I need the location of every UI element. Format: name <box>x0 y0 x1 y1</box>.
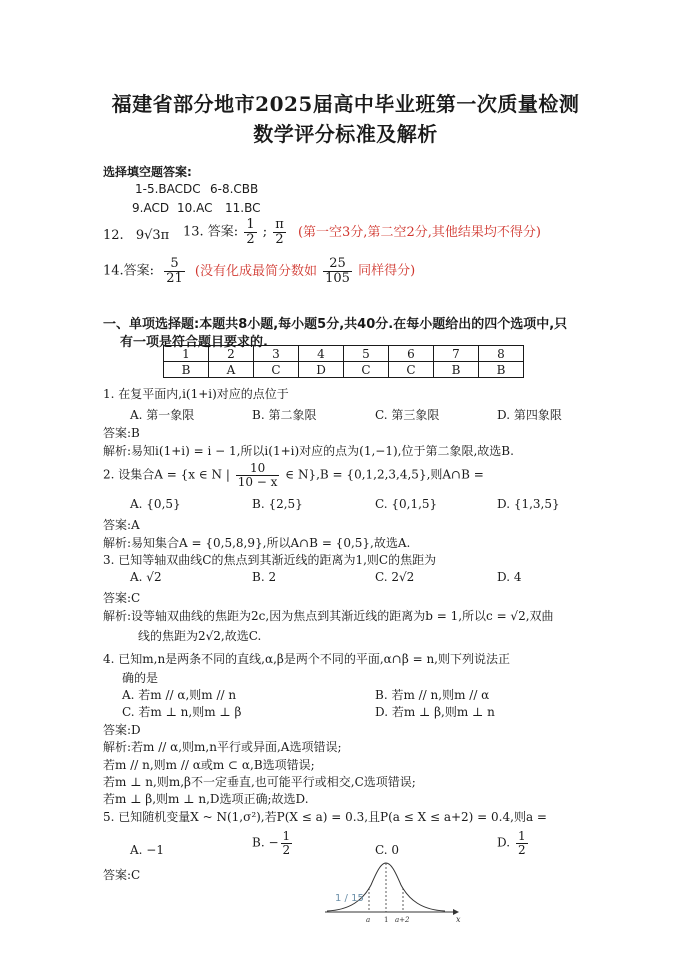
table-cell: C <box>389 362 434 378</box>
q2-answer: 答案:A <box>103 518 140 532</box>
answer-12-value: 9√3π <box>135 228 170 243</box>
q4-option-b: B. 若m // n,则m // α <box>375 688 490 702</box>
table-cell: 1 <box>164 346 209 362</box>
q1-option-d: D. 第四象限 <box>497 408 562 422</box>
table-cell: B <box>164 362 209 378</box>
answer-14-fraction: $\frac{5}{21}$ <box>166 256 183 286</box>
answer-14-note-fraction: $\frac{25}{105}$ <box>325 256 350 286</box>
answer-14 <box>103 257 415 285</box>
table-cell: 3 <box>254 346 299 362</box>
answer-12-label: 12. <box>103 228 124 243</box>
q2-option-b: B. {2,5} <box>252 497 303 511</box>
answer-13 <box>183 218 541 246</box>
q2-stem-start: 2. 设集合A = {x ∈ N | <box>103 467 230 482</box>
answers-11: 11.BC <box>225 201 261 215</box>
document-title: 福建省部分地市2025届高中毕业班第一次质量检测 <box>111 92 580 116</box>
q4-analysis-line-2: 若m // n,则m // α或m ⊂ α,B选项错误; <box>103 758 315 772</box>
q5-option-d-prefix: D. <box>497 835 511 850</box>
answer-13-label: 13. 答案: <box>183 224 239 240</box>
table-cell: C <box>344 362 389 378</box>
answer-12 <box>103 228 169 243</box>
table-cell: D <box>299 362 344 378</box>
table-cell: C <box>254 362 299 378</box>
table-cell: 2 <box>209 346 254 362</box>
answer-14-note-start: (没有化成最简分数如 <box>194 263 317 279</box>
q4-analysis-line-1: 解析:若m // α,则m,n平行或异面,A选项错误; <box>103 740 342 754</box>
q3-option-b: B. 2 <box>252 570 277 584</box>
q2-analysis: 解析:易知集合A = {0,5,8,9},所以A∩B = {0,5},故选A. <box>103 536 411 550</box>
document-subtitle: 数学评分标准及解析 <box>253 122 438 146</box>
q2-stem-end: ∈ N},B = {0,1,2,3,4,5},则A∩B = <box>285 467 484 482</box>
q3-option-c: C. 2√2 <box>375 570 415 584</box>
table-cell: 4 <box>299 346 344 362</box>
label-a: a <box>366 916 371 924</box>
table-cell: A <box>209 362 254 378</box>
table-cell: 5 <box>344 346 389 362</box>
label-a-plus-2: a+2 <box>395 916 410 924</box>
table-cell: 7 <box>434 346 479 362</box>
answers-9: 9.ACD <box>132 201 170 215</box>
q1-option-c: C. 第三象限 <box>375 408 440 422</box>
q5-option-b-prefix: B. − <box>252 835 279 850</box>
q4-analysis-line-3: 若m ⊥ n,则m,β不一定垂直,也可能平行或相交,C选项错误; <box>103 775 416 789</box>
answer-13-fraction-1: $\frac{1}{2}$ <box>246 217 255 247</box>
q3-option-d: D. 4 <box>497 570 522 584</box>
q4-stem-line-2: 确的是 <box>122 671 159 685</box>
answer-table-numbers-row <box>164 346 524 362</box>
normal-distribution-graph <box>325 855 465 927</box>
answer-14-note-end: 同样得分) <box>358 263 416 279</box>
q2-option-c: C. {0,1,5} <box>375 497 438 511</box>
answers-10: 10.AC <box>177 201 213 215</box>
label-one: 1 <box>384 916 389 924</box>
table-cell: 8 <box>479 346 524 362</box>
q2-stem-fraction: $\frac{10}{10 - x}$ <box>237 461 278 489</box>
section-1-heading-line-2: 有一项是符合题目要求的. <box>120 335 268 350</box>
q3-analysis-line-2: 线的焦距为2√2,故选C. <box>138 629 262 643</box>
q5-option-c: C. 0 <box>375 843 400 857</box>
q5-option-b <box>252 830 294 856</box>
answers-header: 选择填空题答案: <box>103 165 192 179</box>
q3-stem: 3. 已知等轴双曲线C的焦点到其渐近线的距离为1,则C的焦距为 <box>103 553 437 567</box>
table-cell: 6 <box>389 346 434 362</box>
q2-option-d: D. {1,3,5} <box>497 497 560 511</box>
q3-answer: 答案:C <box>103 591 141 605</box>
answer-table <box>163 345 524 378</box>
q1-stem: 1. 在复平面内,i(1+i)对应的点位于 <box>103 387 289 401</box>
q5-option-a: A. −1 <box>130 843 164 857</box>
q2-stem <box>103 462 484 488</box>
q5-stem: 5. 已知随机变量X ~ N(1,σ²),若P(X ≤ a) = 0.3,且P(a ≤ X ≤ a+2) = 0.4,则a = <box>103 810 547 824</box>
q4-answer: 答案:D <box>103 723 141 737</box>
answer-13-fraction-2: $\frac{\pi}{2}$ <box>275 217 284 247</box>
q1-answer: 答案:B <box>103 426 140 440</box>
q4-option-a: A. 若m // α,则m // n <box>122 688 237 702</box>
section-1-heading-line-1: 一、单项选择题:本题共8小题,每小题5分,共40分.在每小题给出的四个选项中,只 <box>103 317 568 332</box>
q4-analysis-line-4: 若m ⊥ β,则m ⊥ n,D选项正确;故选D. <box>103 792 309 806</box>
q5-option-d-fraction: $\frac{1}{2}$ <box>518 829 526 857</box>
q1-option-a: A. 第一象限 <box>130 408 195 422</box>
q3-analysis-line-1: 解析:设等轴双曲线的焦距为2c,因为焦点到其渐近线的距离为b = 1,所以c = √2,双曲 <box>103 609 554 623</box>
table-cell: B <box>434 362 479 378</box>
q4-option-c: C. 若m ⊥ n,则m ⊥ β <box>122 705 242 719</box>
answers-row-1-5: 1-5.BACDC <box>135 182 201 196</box>
q1-option-b: B. 第二象限 <box>252 408 317 422</box>
table-cell: B <box>479 362 524 378</box>
answer-table-answers-row <box>164 362 524 378</box>
answers-row-6-8: 6-8.CBB <box>210 182 259 196</box>
q5-answer: 答案:C <box>103 868 141 882</box>
q4-option-d: D. 若m ⊥ β,则m ⊥ n <box>375 705 495 719</box>
q5-option-b-fraction: $\frac{1}{2}$ <box>282 829 291 857</box>
q4-stem-line-1: 4. 已知m,n是两条不同的直线,α,β是两个不同的平面,α∩β = n,则下列说法正 <box>103 652 510 666</box>
q2-option-a: A. {0,5} <box>130 497 181 511</box>
label-x: x <box>456 915 461 924</box>
q5-option-d <box>497 830 530 856</box>
q3-option-a: A. √2 <box>130 570 162 584</box>
page-indicator: 1 / 15 <box>335 893 364 904</box>
q1-analysis: 解析:易知i(1+i) = i − 1,所以i(1+i)对应的点为(1,−1),位于第二象限,故选B. <box>103 444 514 458</box>
answer-14-label: 14.答案: <box>103 263 155 279</box>
answer-13-note: (第一空3分,第二空2分,其他结果均不得分) <box>297 224 541 240</box>
answer-13-separator: ; <box>262 224 268 240</box>
